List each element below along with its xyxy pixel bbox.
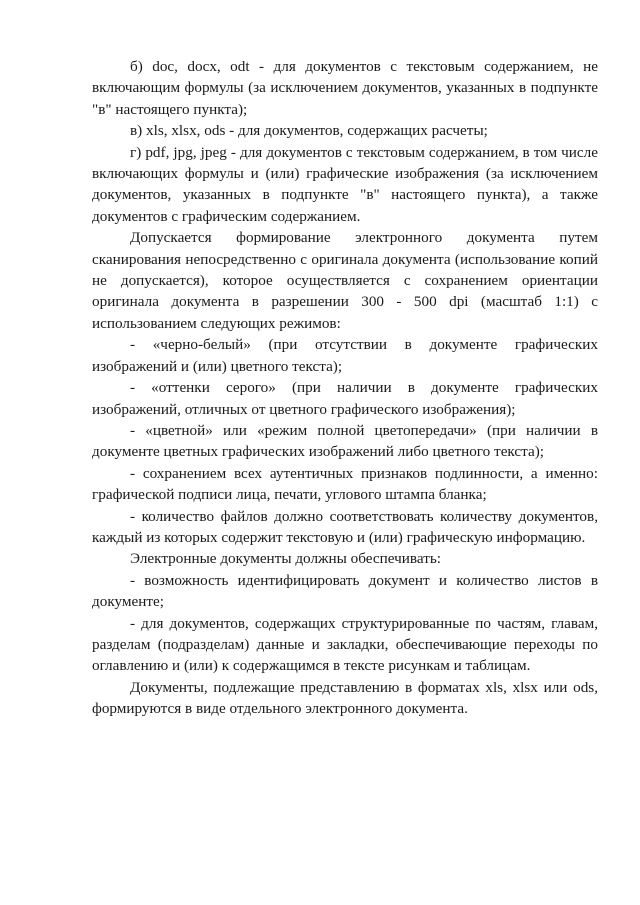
list-item-authenticity: - сохранением всех аутентичных признаков подлинности, а именно: графической подписи лица, печати, углового штампа бланка; bbox=[92, 464, 598, 504]
document-page bbox=[92, 56, 598, 720]
paragraph-formats-g: г) pdf, jpg, jpeg - для документов с текстовым содержанием, в том числе включающих формулы и (или) графические изображения (за исключением документов, указанных в подпункте "в" настоящего пункта), а также документов с графическим содержанием. bbox=[92, 143, 598, 225]
paragraph-scanning: Допускается формирование электронного документа путем сканирования непосредственно с оригинала документа (использование копий не допускается), которое осуществляется с сохранением ориентации оригинала документа в разрешении 300 - 500 dpi (масштаб 1:1) с использованием следующих режимов: bbox=[92, 229, 598, 332]
list-item-color: - «цветной» или «режим полной цветопередачи» (при наличии в документе цветных графических изображений либо цветного текста); bbox=[92, 421, 598, 461]
list-item-bookmarks: - для документов, содержащих структурированные по частям, главам, разделам (подразделам) данные и закладки, обеспечивающие переходы по оглавлению и (или) к содержащимся в тексте рисункам и таблицам. bbox=[92, 614, 598, 675]
list-item-grayscale: - «оттенки серого» (при наличии в документе графических изображений, отличных от цветного графического изображения); bbox=[92, 379, 598, 418]
list-item-file-count: - количество файлов должно соответствовать количеству документов, каждый из которых содержит текстовую и (или) графическую информацию. bbox=[92, 507, 598, 546]
list-item-identification: - возможность идентифицировать документ и количество листов в документе; bbox=[92, 571, 598, 611]
paragraph-formats-b: б) doc, docx, odt - для документов с текстовым содержанием, не включающим формулы (за исключением документов, указанных в подпункте "в" настоящего пункта); bbox=[92, 58, 598, 118]
list-item-black-white: - «черно-белый» (при отсутствии в документе графических изображений и (или) цветного текста); bbox=[92, 336, 598, 375]
paragraph-formats-v: в) xls, xlsx, ods - для документов, содержащих расчеты; bbox=[130, 122, 488, 140]
paragraph-spreadsheets: Документы, подлежащие представлению в форматах xls, xlsx или ods, формируются в виде отдельного электронного документа. bbox=[92, 678, 598, 718]
paragraph-requirements: Электронные документы должны обеспечивать: bbox=[130, 550, 441, 568]
